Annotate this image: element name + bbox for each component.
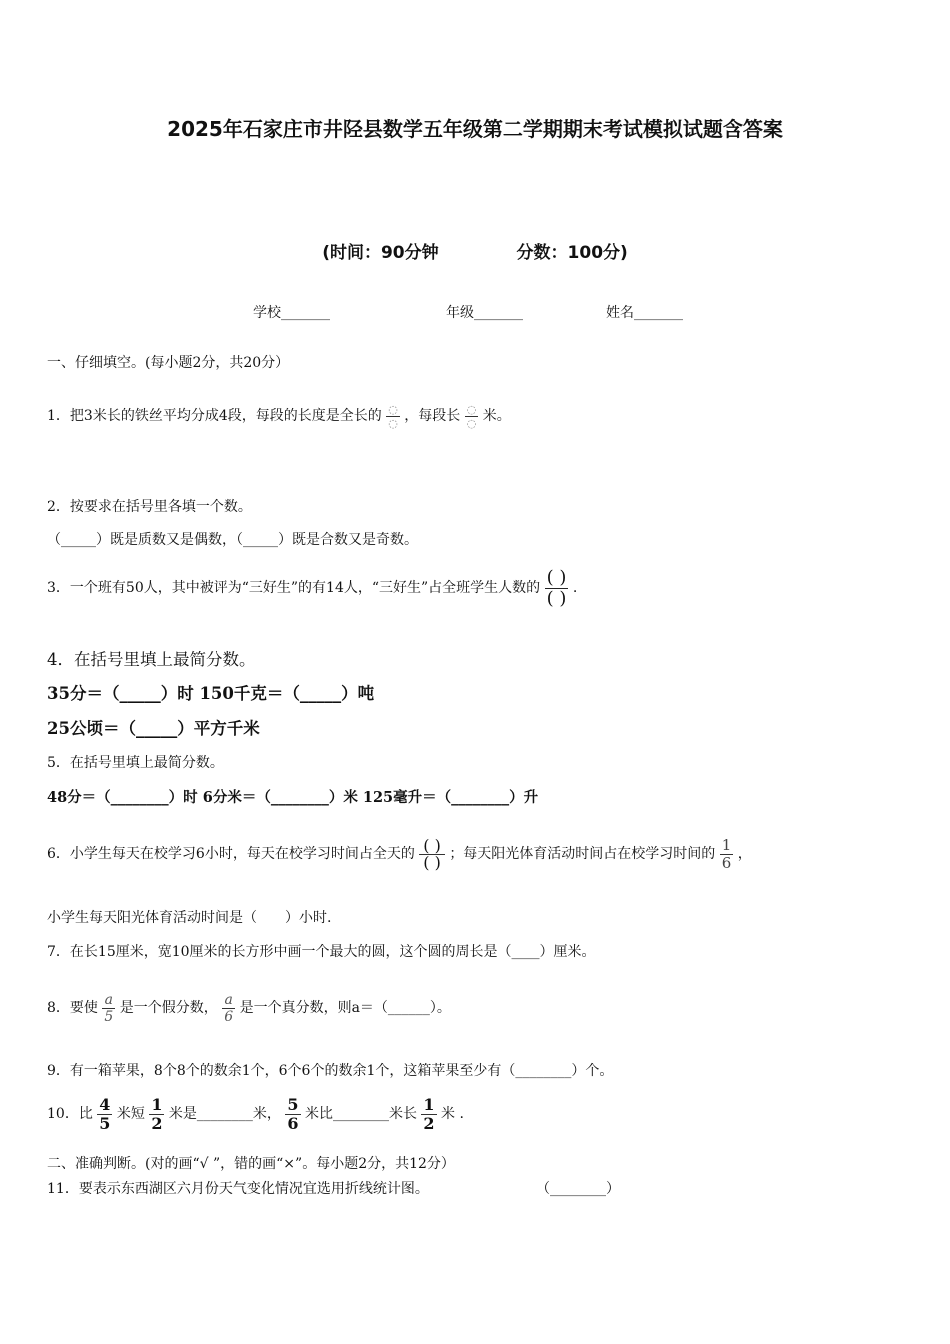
grade-field[interactable]: 年级_______ bbox=[446, 305, 523, 321]
q10-fraction-one-half-a bbox=[149, 1094, 164, 1133]
q1-frac2-den: ◌ bbox=[466, 416, 477, 430]
question-4-line-3[interactable]: 25公顷＝（_____）平方千米 bbox=[47, 719, 260, 738]
q8-text-2: 是一个假分数， bbox=[119, 1000, 218, 1016]
q10-f1-den: 5 bbox=[99, 1113, 111, 1133]
q3-end: . bbox=[572, 580, 578, 596]
q8-fraction-a-over-5 bbox=[102, 993, 115, 1024]
q8-text-3[interactable]: 是一个真分数，则a＝（______）。 bbox=[239, 1000, 451, 1016]
question-9[interactable]: 9．有一箱苹果，8个8个的数余1个，6个6个的数余1个，这箱苹果至少有（________）个。 bbox=[47, 1063, 614, 1079]
q10-text-4[interactable]: 米比________米长 bbox=[304, 1106, 417, 1122]
q8-frac2-den: 6 bbox=[224, 1008, 234, 1025]
q10-f3-den: 6 bbox=[287, 1113, 299, 1133]
question-2-blanks[interactable]: （_____）既是质数又是偶数，（_____）既是合数又是奇数。 bbox=[47, 532, 418, 548]
q8-text-1: 8．要使 bbox=[47, 1000, 98, 1016]
q10-fraction-four-fifths bbox=[97, 1094, 112, 1133]
section2-heading: 二、准确判断。(对的画“√ ”，错的画“×”。每小题2分，共12分） bbox=[47, 1156, 455, 1172]
q6-text-3: ， bbox=[737, 846, 752, 862]
q6-text-2: ；每天阳光体育活动时间占在校学习时间的 bbox=[449, 846, 716, 862]
q1-frac1-num: ◌ bbox=[388, 402, 398, 416]
q1-text-2: ，每段长 bbox=[404, 408, 461, 424]
question-4-prompt: 4．在括号里填上最简分数。 bbox=[47, 650, 256, 669]
q6-fraction-blank[interactable] bbox=[419, 835, 445, 872]
page-title: 2025年石家庄市井陉县数学五年级第二学期期末考试模拟试题含答案 bbox=[167, 117, 783, 141]
q3-fraction-blank[interactable] bbox=[545, 566, 569, 609]
q1-fraction-1 bbox=[386, 404, 400, 429]
question-2-prompt: 2．按要求在括号里各填一个数。 bbox=[47, 499, 252, 515]
question-5-blanks[interactable]: 48分＝（________）时 6分米＝（________）米 125毫升＝（________）升 bbox=[47, 789, 539, 806]
q1-text-3: 米。 bbox=[482, 408, 511, 424]
q6-frac1-num: ( ) bbox=[423, 835, 441, 855]
q10-f1-num: 4 bbox=[99, 1094, 111, 1114]
q1-text-1: 1．把3米长的铁丝平均分成4段，每段的长度是全长的 bbox=[47, 408, 382, 424]
question-4-line-2[interactable]: 35分＝（_____）时 150千克＝（_____）吨 bbox=[47, 684, 375, 703]
q6-frac2-num: 1 bbox=[721, 835, 732, 854]
exam-time: (时间：90分钟 bbox=[322, 243, 439, 263]
question-1 bbox=[47, 398, 511, 434]
q10-text-3[interactable]: 米是________米， bbox=[168, 1106, 281, 1122]
q8-frac1-num: a bbox=[104, 991, 114, 1008]
name-field[interactable]: 姓名_______ bbox=[606, 305, 683, 321]
question-11: 11．要表示东西湖区六月份天气变化情况宜选用折线统计图。 bbox=[47, 1181, 429, 1197]
q3-text: 3．一个班有50人，其中被评为“三好生”的有14人，“三好生”占全班学生人数的 bbox=[47, 580, 541, 596]
q6-text-1: 6．小学生每天在校学习6小时，每天在校学习时间占全天的 bbox=[47, 846, 415, 862]
q10-text-2: 米短 bbox=[116, 1106, 145, 1122]
q10-fraction-one-half-b bbox=[421, 1094, 436, 1133]
q1-frac2-num: ◌ bbox=[466, 402, 477, 416]
q8-frac1-den: 5 bbox=[104, 1008, 114, 1025]
q10-fraction-five-sixths bbox=[285, 1094, 300, 1133]
q6-fraction-one-sixth bbox=[720, 835, 734, 872]
q10-text-5: 米 . bbox=[441, 1106, 464, 1122]
question-3 bbox=[47, 560, 577, 616]
q10-f2-den: 2 bbox=[151, 1113, 163, 1133]
question-10 bbox=[47, 1088, 464, 1140]
q10-f4-num: 1 bbox=[423, 1094, 435, 1114]
q10-f4-den: 2 bbox=[423, 1113, 435, 1133]
question-6-line-2[interactable]: 小学生每天阳光体育活动时间是（ ）小时. bbox=[47, 910, 332, 926]
exam-score: 分数：100分) bbox=[516, 243, 628, 263]
question-8 bbox=[47, 976, 451, 1040]
question-7[interactable]: 7．在长15厘米，宽10厘米的长方形中画一个最大的圆，这个圆的周长是（____）厘米。 bbox=[47, 944, 596, 960]
section1-heading: 一、仔细填空。(每小题2分，共20分） bbox=[47, 355, 290, 371]
q10-text-1: 10．比 bbox=[47, 1106, 93, 1122]
q8-frac2-num: a bbox=[224, 991, 233, 1008]
q1-frac1-den: ◌ bbox=[388, 416, 398, 430]
q6-frac2-den: 6 bbox=[721, 853, 732, 872]
question-6 bbox=[47, 815, 752, 893]
exam-info bbox=[0, 238, 950, 263]
q3-frac-num: ( ) bbox=[546, 566, 567, 588]
question-11-blank[interactable]: （________） bbox=[536, 1181, 620, 1197]
q8-fraction-a-over-6 bbox=[222, 993, 235, 1024]
school-field[interactable]: 学校_______ bbox=[253, 305, 330, 321]
q10-f3-num: 5 bbox=[287, 1094, 299, 1114]
q10-f2-num: 1 bbox=[151, 1094, 163, 1114]
q3-frac-den: ( ) bbox=[546, 587, 567, 609]
question-5-prompt: 5．在括号里填上最简分数。 bbox=[47, 755, 224, 771]
q1-fraction-2 bbox=[465, 404, 479, 429]
q6-frac1-den: ( ) bbox=[419, 854, 445, 871]
